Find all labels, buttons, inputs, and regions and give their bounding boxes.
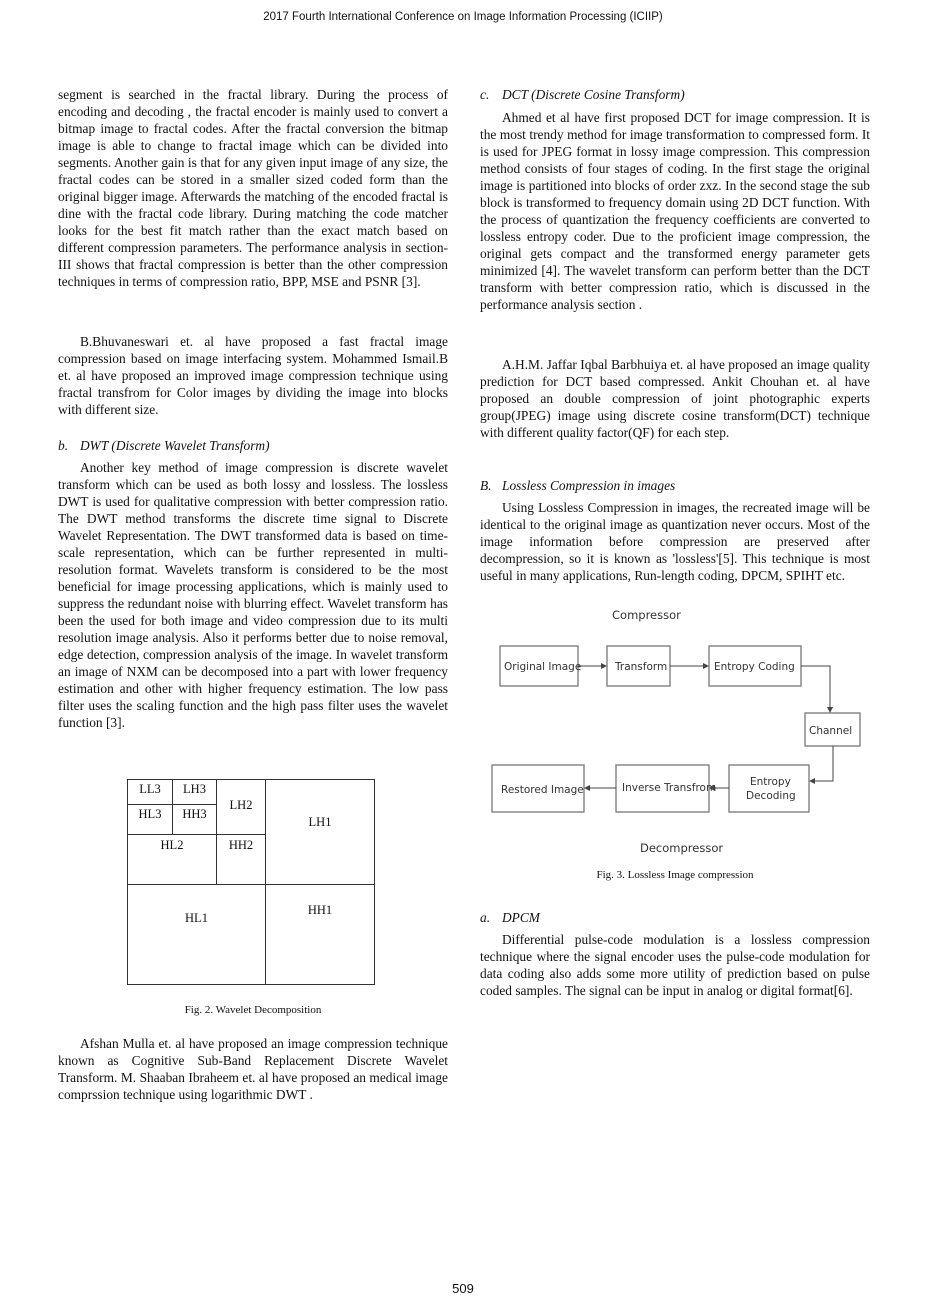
decompressor-label: Decompressor xyxy=(640,841,724,855)
paragraph-text: Ahmed et al have first proposed DCT for image compression. It is the most trendy method for image transformation to compressed form. It is used for JPEG format in lossy image compression. This compression method consists of four stages of coding. In the first stage the original image is partitioned into blocks of order zxz. In the second stage the sub block is transformed to frequency domain using 2D DCT function. With the process of quantization the frequency coefficients are converted to lossless entropy coder. Due to the proficient image compression, the original gets compact and the transformed energy parameter gets minimized [4]. The wavelet transform can perform better than the DCT transform with better compression ratio, which is discussed in the performance analysis section . xyxy=(480,110,870,312)
heading-number: c. xyxy=(480,87,490,102)
right-paragraph-3 xyxy=(480,499,870,584)
running-header: 2017 Fourth International Conference on Image Information Processing (ICIIP) xyxy=(263,11,663,23)
cell-ll3: LL3 xyxy=(127,779,173,805)
cell-hl2: HL2 xyxy=(127,834,217,885)
cell-hl1: HL1 xyxy=(127,884,266,985)
paragraph-text: Another key method of image compression is discrete wavelet transform which can be used as both lossy and lossless. The lossless DWT is used for qualitative compression with better compression ratio. The DWT method transforms the discrete time signal to Discrete Wavelet Representation. The DWT transformed data is based on time-scale representation, which can be further represented in multi-resolution format. Wavelets transform is considered to be the most beneficial for image processing applications, which is mainly used to suppress the redundant noise with blurring effect. Wavelet transform has been the used for both image and video compression due to its multi resolution image analysis. Also it performs better due to noise removal, edge detection, compression analysis of the image. In wavelet transform an image of NXM can be decomposed into a part with lower frequency estimation and other with higher frequency estimation. The low pass filter uses the scaling function and the high pass filter uses the wavelet function [3]. xyxy=(58,460,448,730)
cell-lh2: LH2 xyxy=(216,779,266,835)
heading-text: DWT (Discrete Wavelet Transform) xyxy=(80,438,270,453)
right-paragraph-1 xyxy=(480,109,870,313)
label: Transform xyxy=(615,661,668,673)
label: Channel xyxy=(809,725,853,737)
paragraph-text: A.H.M. Jaffar Iqbal Barbhuiya et. al have proposed an image quality prediction for DCT based compressed. Ankit Chouhan et. al have proposed an double compression of joint photographic experts group(JPEG) image using discrete cosine transform(DCT) technique with different quality factor(QF) for each step. xyxy=(480,357,870,440)
heading-text: DPCM xyxy=(502,910,540,925)
figure-3-caption: Fig. 3. Lossless Image compression xyxy=(596,869,754,881)
figure-2-caption: Fig. 2. Wavelet Decomposition xyxy=(184,1004,322,1016)
heading-number: B. xyxy=(480,478,492,493)
left-paragraph-4 xyxy=(58,1035,448,1103)
label: Entropy xyxy=(750,776,791,788)
label: Original Image xyxy=(504,661,582,673)
heading-number: a. xyxy=(480,910,491,925)
paragraph-text: B.Bhuvaneswari et. al have proposed a fast fractal image compression based on image interfacing system. Mohammed Ismail.B et. al have proposed an improved image compression technique using fractal transfrom for Color images by dividing the image into blocks with different size. xyxy=(58,334,448,417)
cell-hh2: HH2 xyxy=(216,834,266,885)
page-number: 509 xyxy=(452,1281,474,1296)
cell-hl3: HL3 xyxy=(127,804,173,835)
paragraph-text: segment is searched in the fractal library. During the process of encoding and decoding , the fractal encoder is mainly used to convert a bitmap image to fractal codes. After the fractal conversion the bitmap image is able to change to fractal image which can be divided into segments. Another gain is that for any given input image of any size, the fractal codes can be stored in a smaller sized coded form than the original bigger image. Afterwards the matching of the encoded fractal is dine with the fractal code library. During matching the code matcher looks for the best fit match rather than the exact match based on different compression parameters. The performance analysis in section-III shows that fractal compression is better than the other compression techniques in terms of compression ratio, BPP, MSE and PSNR [3]. xyxy=(58,87,448,289)
left-paragraph-2 xyxy=(58,333,448,418)
cell-hh3: HH3 xyxy=(172,804,217,835)
label: Decoding xyxy=(746,790,796,802)
section-heading-lossless xyxy=(480,477,870,494)
section-heading-dct xyxy=(480,86,870,103)
heading-text: DCT (Discrete Cosine Transform) xyxy=(502,87,685,102)
compressor-label: Compressor xyxy=(612,608,681,622)
cell-lh3: LH3 xyxy=(172,779,217,805)
heading-number: b. xyxy=(58,438,69,453)
heading-text: Lossless Compression in images xyxy=(502,478,676,493)
paragraph-text: Afshan Mulla et. al have proposed an image compression technique known as Cognitive Sub-Band Replacement Discrete Wavelet Transform. M. Shaaban Ibraheem et. al have proposed an medical image comprssion technique using logarithmic DWT . xyxy=(58,1036,448,1102)
paragraph-text: Using Lossless Compression in images, the recreated image will be identical to the original image as quantization never occurs. Most of the image information before compression are preserved after decompression, so it is known as 'lossless'[5]. This technique is most useful in many applications, Run-length coding, DPCM, SPIHT etc. xyxy=(480,500,870,583)
label: Restored Image xyxy=(501,784,584,796)
left-paragraph-3 xyxy=(58,459,448,731)
right-paragraph-2 xyxy=(480,356,870,441)
label: Entropy Coding xyxy=(714,661,795,673)
section-heading-dwt xyxy=(58,437,448,454)
cell-lh1: LH1 xyxy=(265,779,375,885)
cell-hh1: HH1 xyxy=(265,884,375,985)
lossless-compression-diagram xyxy=(480,600,880,865)
paragraph-text: Differential pulse-code modulation is a lossless compression technique where the signal encoder uses the pulse-code modulation for data coding also adds some more utility of prediction based on pulse coded samples. The signal can be input in analog or digital format[6]. xyxy=(480,932,870,998)
section-heading-dpcm xyxy=(480,909,870,926)
right-paragraph-4 xyxy=(480,931,870,999)
label: Inverse Transfrom xyxy=(622,782,717,794)
box-entropy-decoding xyxy=(729,765,809,812)
left-paragraph-1 xyxy=(58,86,448,290)
